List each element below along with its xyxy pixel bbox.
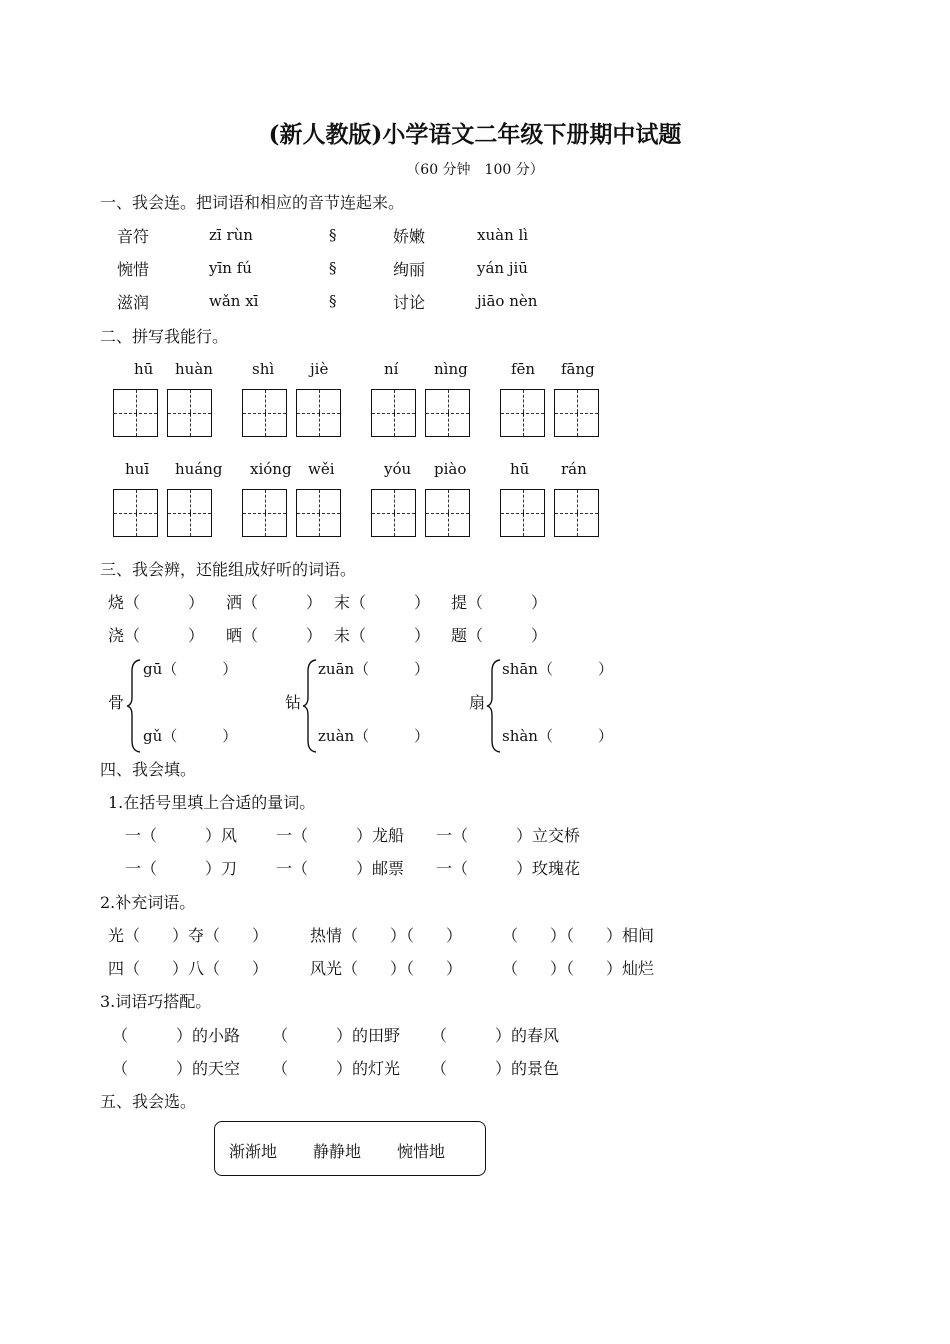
poly-top: shān（ ） [502, 660, 613, 678]
s1-mark: § [329, 292, 337, 310]
pinyin-label: shì [252, 360, 275, 378]
curly-brace [126, 659, 142, 753]
char-blank: 提（ ） [451, 593, 548, 612]
poly-top: gū（ ） [143, 660, 238, 678]
writing-grid-cell[interactable] [425, 489, 470, 537]
measure-word-blank: 一（ ）邮票 [276, 859, 405, 878]
pinyin-label: huáng [175, 460, 223, 478]
pinyin-label: xióng [250, 460, 292, 478]
s1-pinyin: wǎn xī [209, 292, 259, 310]
page-title: (新人教版)小学语文二年级下册期中试题 [268, 121, 682, 148]
measure-word-blank: 一（ ）风 [125, 826, 238, 845]
writing-grid-cell[interactable] [500, 489, 545, 537]
page-subtitle: （60 分钟 100 分） [406, 162, 544, 178]
measure-word-blank: 一（ ）立交桥 [436, 826, 581, 845]
pinyin-label: hū [134, 360, 154, 378]
s1-word: 滋润 [117, 293, 150, 312]
s1-mark: § [329, 259, 337, 277]
pinyin-label: jiè [310, 360, 329, 378]
choice-word: 静静地 [313, 1142, 362, 1161]
char-blank: 烧（ ） [108, 593, 205, 612]
match-blank: （ ）的景色 [431, 1059, 560, 1078]
s1-word: 绚丽 [393, 260, 426, 279]
measure-word-blank: 一（ ）龙船 [276, 826, 405, 845]
pinyin-label: fēn [511, 360, 536, 378]
idiom-blank: 热情（ ）（ ） [310, 926, 463, 945]
poly-char: 扇 [469, 693, 486, 712]
pinyin-label: huàn [175, 360, 213, 378]
writing-grid-cell[interactable] [500, 389, 545, 437]
char-blank: 浇（ ） [108, 626, 205, 645]
char-blank: 洒（ ） [226, 593, 323, 612]
pinyin-label: wěi [308, 460, 335, 478]
section-2-heading: 二、拼写我能行。 [100, 327, 229, 346]
match-blank: （ ）的小路 [112, 1026, 241, 1045]
s1-word: 娇嫩 [393, 227, 426, 246]
section-4-heading: 四、我会填。 [100, 760, 197, 779]
s1-pinyin: yán jiū [477, 259, 528, 277]
s1-word: 讨论 [393, 293, 426, 312]
pinyin-label: fāng [561, 360, 595, 378]
section-3-heading: 三、我会辨，还能组成好听的词语。 [100, 560, 357, 579]
section-1-heading: 一、我会连。把词语和相应的音节连起来。 [100, 193, 405, 212]
char-blank: 未（ ） [334, 626, 431, 645]
match-blank: （ ）的春风 [431, 1026, 560, 1045]
writing-grid-cell[interactable] [371, 389, 416, 437]
question-3: 3.词语巧搭配。 [100, 992, 212, 1011]
char-blank: 题（ ） [451, 626, 548, 645]
s1-mark: § [329, 226, 337, 244]
idiom-blank: （ ）（ ）灿烂 [502, 959, 655, 978]
pinyin-label: ní [384, 360, 399, 378]
writing-grid-cell[interactable] [113, 489, 158, 537]
s1-word: 惋惜 [117, 260, 150, 279]
poly-bottom: zuàn（ ） [318, 727, 430, 745]
s1-pinyin: yīn fú [209, 259, 252, 277]
pinyin-label: huī [125, 460, 150, 478]
poly-top: zuān（ ） [318, 660, 430, 678]
idiom-blank: 风光（ ）（ ） [310, 959, 463, 978]
curly-brace [302, 659, 318, 753]
match-blank: （ ）的灯光 [272, 1059, 401, 1078]
poly-char: 钻 [285, 693, 302, 712]
match-blank: （ ）的天空 [112, 1059, 241, 1078]
measure-word-blank: 一（ ）玫瑰花 [436, 859, 581, 878]
writing-grid-cell[interactable] [167, 489, 212, 537]
curly-brace [486, 659, 502, 753]
question-2: 2.补充词语。 [100, 893, 196, 912]
writing-grid-cell[interactable] [296, 489, 341, 537]
char-blank: 晒（ ） [226, 626, 323, 645]
idiom-blank: （ ）（ ）相间 [502, 926, 655, 945]
poly-char: 骨 [108, 693, 125, 712]
section-5-heading: 五、我会选。 [100, 1092, 197, 1111]
writing-grid-cell[interactable] [167, 389, 212, 437]
writing-grid-cell[interactable] [296, 389, 341, 437]
poly-bottom: gǔ（ ） [143, 727, 238, 745]
pinyin-label: yóu [384, 460, 412, 478]
match-blank: （ ）的田野 [272, 1026, 401, 1045]
pinyin-label: rán [561, 460, 587, 478]
writing-grid-cell[interactable] [371, 489, 416, 537]
question-1: 1.在括号里填上合适的量词。 [108, 793, 316, 812]
s1-pinyin: xuàn lì [477, 226, 529, 244]
s1-word: 音符 [117, 227, 150, 246]
pinyin-label: nìng [434, 360, 468, 378]
writing-grid-cell[interactable] [113, 389, 158, 437]
choice-word: 渐渐地 [229, 1142, 278, 1161]
writing-grid-cell[interactable] [425, 389, 470, 437]
char-blank: 末（ ） [334, 593, 431, 612]
poly-bottom: shàn（ ） [502, 727, 613, 745]
writing-grid-cell[interactable] [554, 389, 599, 437]
pinyin-label: piào [434, 460, 467, 478]
idiom-blank: 光（ ）夺（ ） [108, 926, 269, 945]
pinyin-label: hū [510, 460, 530, 478]
s1-pinyin: jiāo nèn [477, 292, 538, 310]
writing-grid-cell[interactable] [242, 489, 287, 537]
choice-word: 惋惜地 [397, 1142, 446, 1161]
measure-word-blank: 一（ ）刀 [125, 859, 238, 878]
idiom-blank: 四（ ）八（ ） [108, 959, 269, 978]
writing-grid-cell[interactable] [242, 389, 287, 437]
s1-pinyin: zī rùn [209, 226, 253, 244]
writing-grid-cell[interactable] [554, 489, 599, 537]
